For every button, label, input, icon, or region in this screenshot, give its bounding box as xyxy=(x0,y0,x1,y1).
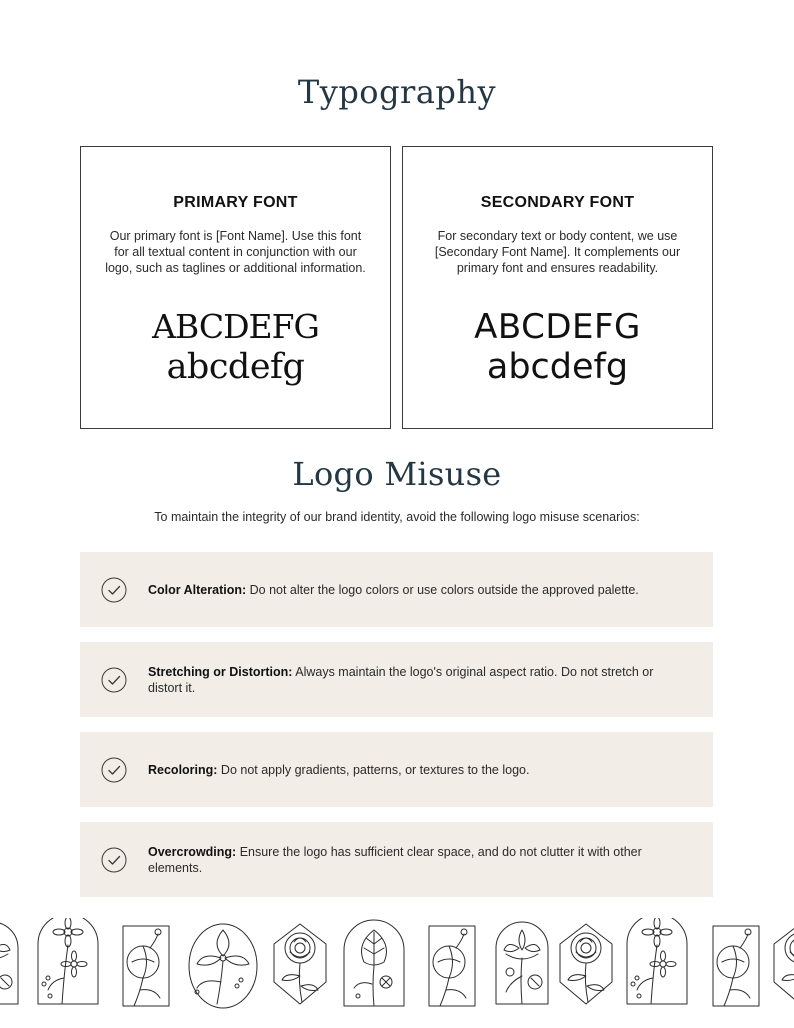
check-circle-icon xyxy=(101,667,127,693)
misuse-rule-item xyxy=(80,642,713,717)
misuse-rule-text xyxy=(148,582,677,598)
secondary-font-card xyxy=(402,146,713,429)
misuse-rule-body: Do not apply gradients, patterns, or textures to the logo. xyxy=(217,762,530,777)
check-circle-icon xyxy=(101,847,127,873)
floral-line-art-border xyxy=(0,918,794,1013)
check-circle-icon xyxy=(101,757,127,783)
primary-font-description: Our primary font is [Font Name]. Use this font for all textual content in conjunction with our logo, such as taglines or additional information. xyxy=(105,229,366,275)
check-circle-icon xyxy=(101,577,127,603)
misuse-rule-label: Recoloring: xyxy=(148,762,218,777)
misuse-rule-text xyxy=(148,664,677,696)
secondary-font-description: For secondary text or body content, we use [Secondary Font Name]. It complements our primary font and ensures readability. xyxy=(434,229,681,275)
misuse-rule-body: Ensure the logo has sufficient clear space, and do not clutter it with other elements. xyxy=(148,844,642,875)
misuse-rule-item xyxy=(80,552,713,627)
logo-misuse-title: Logo Misuse xyxy=(292,455,502,493)
secondary-lowercase-sample: abcdefg xyxy=(486,347,629,387)
primary-uppercase-sample: ABCDEFG xyxy=(152,307,319,346)
typography-title: Typography xyxy=(297,73,497,111)
primary-font-heading: PRIMARY FONT xyxy=(173,194,298,211)
misuse-rule-item xyxy=(80,732,713,807)
secondary-uppercase-sample: ABCDEFG xyxy=(474,307,641,347)
misuse-rule-text xyxy=(148,844,677,876)
misuse-rule-item xyxy=(80,822,713,897)
misuse-rule-body: Always maintain the logo's original aspect ratio. Do not stretch or distort it. xyxy=(148,664,654,695)
misuse-rule-label: Stretching or Distortion: xyxy=(148,664,293,679)
misuse-rule-body: Do not alter the logo colors or use colors outside the approved palette. xyxy=(246,582,639,597)
secondary-font-heading: SECONDARY FONT xyxy=(480,194,635,211)
misuse-rule-label: Color Alteration: xyxy=(148,582,247,597)
misuse-rule-label: Overcrowding: xyxy=(148,844,237,859)
primary-lowercase-sample: abcdefg xyxy=(166,347,305,387)
primary-font-card xyxy=(80,146,391,429)
logo-misuse-intro: To maintain the integrity of our brand identity, avoid the following logo misuse scenarios: xyxy=(154,510,640,524)
misuse-rule-text xyxy=(148,762,677,778)
